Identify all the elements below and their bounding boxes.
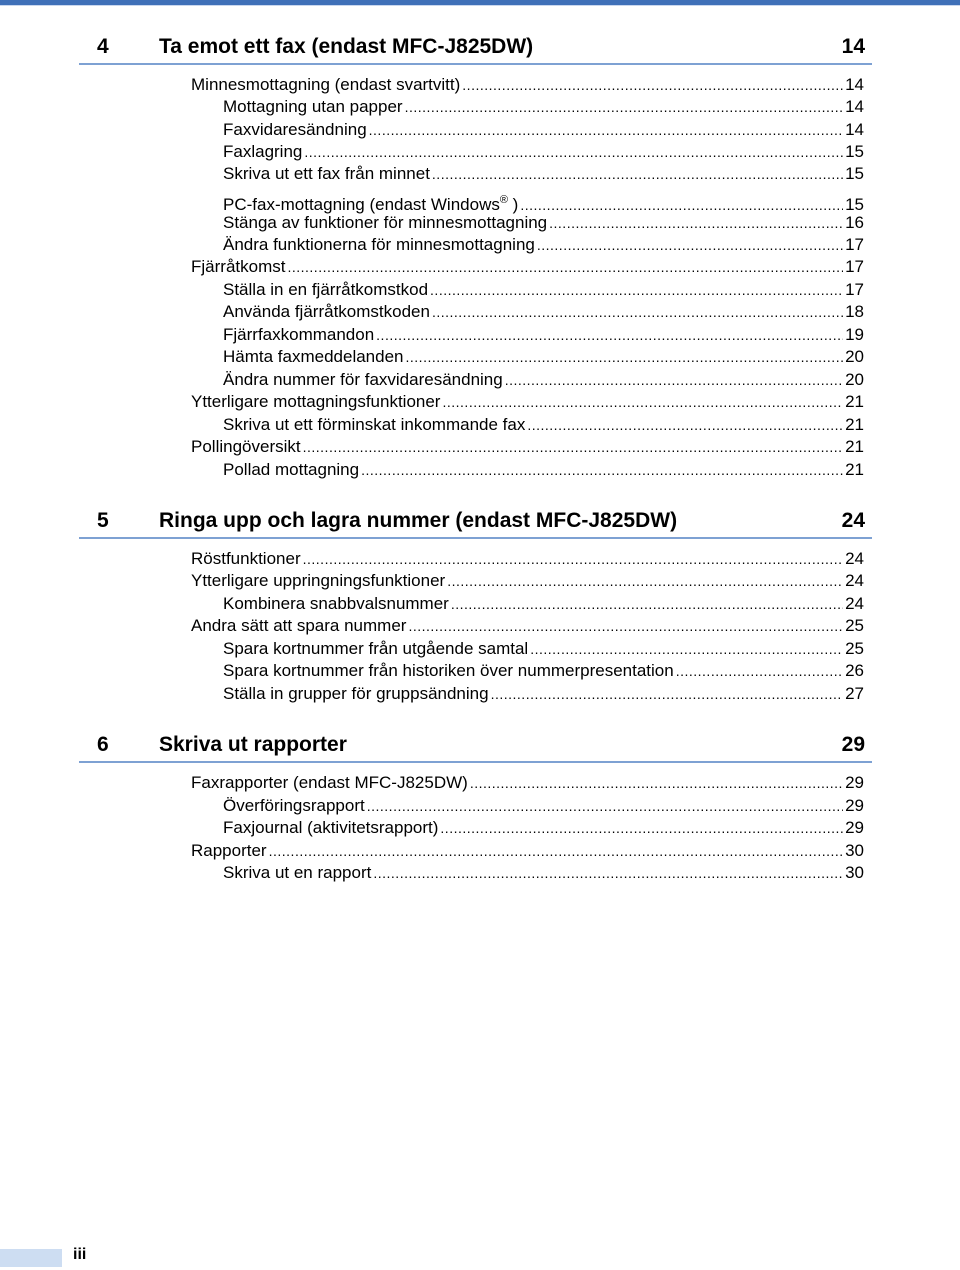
toc-entry[interactable] bbox=[223, 369, 864, 391]
dot-leader bbox=[442, 391, 843, 413]
toc-entry-title: Röstfunktioner bbox=[191, 549, 301, 568]
toc-entry-title: Spara kortnummer från utgående samtal bbox=[223, 639, 529, 658]
chapter-heading[interactable] bbox=[79, 731, 872, 763]
toc-entry[interactable] bbox=[223, 795, 864, 817]
dot-leader bbox=[369, 119, 843, 141]
toc-entry-page: 14 bbox=[845, 75, 864, 94]
toc-entry[interactable] bbox=[223, 301, 864, 323]
dot-leader bbox=[549, 212, 843, 234]
toc-entry-title-end: ) bbox=[507, 195, 519, 214]
chapter-heading[interactable] bbox=[79, 33, 872, 65]
toc-entry-title-main: PC-fax-mottagning (endast Windows bbox=[223, 195, 500, 214]
toc-entry[interactable] bbox=[191, 615, 864, 637]
dot-leader bbox=[361, 459, 843, 481]
chapter-title: Skriva ut rapporter bbox=[159, 733, 347, 756]
toc-entry-page: 24 bbox=[845, 571, 864, 590]
dot-leader bbox=[470, 772, 843, 794]
toc-entry-page: 29 bbox=[845, 796, 864, 815]
toc-entry-title: Ställa in en fjärråtkomstkod bbox=[223, 280, 429, 299]
toc-entry-title: Ytterligare uppringningsfunktioner bbox=[191, 571, 446, 590]
dot-leader bbox=[432, 301, 843, 323]
toc-entry-title: Pollingöversikt bbox=[191, 437, 301, 456]
toc-entry-title: Ytterligare mottagningsfunktioner bbox=[191, 392, 441, 411]
toc-entry-page: 24 bbox=[845, 549, 864, 568]
dot-leader bbox=[462, 74, 843, 96]
toc-entry[interactable] bbox=[191, 436, 864, 458]
toc-entry[interactable] bbox=[223, 683, 864, 705]
toc-entry[interactable] bbox=[223, 817, 864, 839]
toc-entry-title: Överföringsrapport bbox=[223, 796, 365, 815]
dot-leader bbox=[406, 346, 844, 368]
toc-entry-page: 29 bbox=[845, 773, 864, 792]
chapter-page: 29 bbox=[841, 733, 865, 756]
dot-leader bbox=[287, 256, 843, 278]
dot-leader bbox=[432, 163, 843, 185]
toc-entry[interactable] bbox=[223, 862, 864, 884]
toc-entry-title: Ändra funktionerna för minnesmottagning bbox=[223, 235, 535, 254]
toc-entry-page: 26 bbox=[845, 661, 864, 680]
toc-entry[interactable] bbox=[223, 163, 864, 185]
toc-entry-page: 30 bbox=[845, 841, 864, 860]
toc-entry-page: 19 bbox=[845, 325, 864, 344]
toc-entry[interactable] bbox=[223, 414, 864, 436]
toc-entry-title: Mottagning utan papper bbox=[223, 97, 403, 116]
dot-leader bbox=[530, 638, 843, 660]
toc-entry-page: 17 bbox=[845, 235, 864, 254]
toc-entry-page: 17 bbox=[845, 257, 864, 276]
chapter-heading[interactable] bbox=[79, 507, 872, 539]
toc-entry-title: Faxvidaresändning bbox=[223, 120, 367, 139]
toc-entry-page: 29 bbox=[845, 818, 864, 837]
dot-leader bbox=[304, 141, 843, 163]
dot-leader bbox=[676, 660, 843, 682]
toc-entry-page: 21 bbox=[845, 415, 864, 434]
toc-entry[interactable] bbox=[191, 74, 864, 96]
dot-leader bbox=[408, 615, 843, 637]
dot-leader bbox=[367, 795, 843, 817]
toc-entry-title: Använda fjärråtkomstkoden bbox=[223, 302, 430, 321]
chapter-number: 5 bbox=[97, 509, 109, 532]
toc-entry-title: Rapporter bbox=[191, 841, 267, 860]
toc-entry-title: Fjärråtkomst bbox=[191, 257, 286, 276]
dot-leader bbox=[447, 570, 843, 592]
dot-leader bbox=[376, 324, 843, 346]
toc-entry[interactable] bbox=[191, 570, 864, 592]
toc-entry[interactable] bbox=[191, 548, 864, 570]
toc-entry-title: Skriva ut ett fax från minnet bbox=[223, 164, 430, 183]
toc-entry-page: 15 bbox=[845, 142, 864, 161]
toc-entry-page: 27 bbox=[845, 684, 864, 703]
toc-entry-title: Ställa in grupper för gruppsändning bbox=[223, 684, 489, 703]
toc-entry[interactable] bbox=[223, 212, 864, 234]
toc-entry-title: Stänga av funktioner för minnesmottagning bbox=[223, 213, 548, 232]
toc-entry-page: 14 bbox=[845, 120, 864, 139]
toc-entry[interactable] bbox=[223, 638, 864, 660]
toc-entry-title: Skriva ut en rapport bbox=[223, 863, 372, 882]
toc-entry[interactable] bbox=[191, 772, 864, 794]
footer-tab-bar bbox=[0, 1249, 62, 1267]
toc-entry-page: 14 bbox=[845, 97, 864, 116]
toc-entry[interactable] bbox=[223, 119, 864, 141]
toc-entry-page: 25 bbox=[845, 639, 864, 658]
toc-entry[interactable] bbox=[191, 256, 864, 278]
toc-entry-title: Minnesmottagning (endast svartvitt) bbox=[191, 75, 461, 94]
toc-entry[interactable] bbox=[223, 660, 864, 682]
dot-leader bbox=[373, 862, 843, 884]
toc-entry-title: Faxrapporter (endast MFC-J825DW) bbox=[191, 773, 468, 792]
toc-entry[interactable] bbox=[223, 141, 864, 163]
dot-leader bbox=[537, 234, 843, 256]
toc-entry-title: Faxjournal (aktivitetsrapport) bbox=[223, 818, 439, 837]
toc-entry-page: 21 bbox=[845, 392, 864, 411]
toc-entry-page: 20 bbox=[845, 347, 864, 366]
toc-entry-title: Skriva ut ett förminskat inkommande fax bbox=[223, 415, 526, 434]
dot-leader bbox=[440, 817, 843, 839]
toc-entry[interactable] bbox=[223, 346, 864, 368]
toc-entry[interactable] bbox=[191, 391, 864, 413]
toc-entry[interactable] bbox=[223, 324, 864, 346]
toc-entry-page: 24 bbox=[845, 594, 864, 613]
dot-leader bbox=[505, 369, 843, 391]
chapter-title: Ringa upp och lagra nummer (endast MFC-J825DW) bbox=[159, 509, 678, 532]
toc-entry-page: 17 bbox=[845, 280, 864, 299]
toc-entry-page: 15 bbox=[845, 195, 864, 214]
registered-mark: ® bbox=[499, 194, 508, 206]
toc-entry-title: Ändra nummer för faxvidaresändning bbox=[223, 370, 503, 389]
dot-leader bbox=[303, 436, 843, 458]
toc-entry[interactable] bbox=[223, 593, 864, 615]
toc-entry-page: 15 bbox=[845, 164, 864, 183]
chapter-number: 6 bbox=[97, 733, 109, 756]
chapter-number: 4 bbox=[97, 35, 109, 58]
toc-entry-title: Fjärrfaxkommandon bbox=[223, 325, 375, 344]
toc-entry-title: Pollad mottagning bbox=[223, 460, 360, 479]
toc-entry-page: 30 bbox=[845, 863, 864, 882]
page-number: iii bbox=[73, 1246, 87, 1263]
toc-entry-title: Faxlagring bbox=[223, 142, 303, 161]
dot-leader bbox=[491, 683, 844, 705]
dot-leader bbox=[405, 96, 843, 118]
dot-leader bbox=[527, 414, 843, 436]
toc-entry-page: 25 bbox=[845, 616, 864, 635]
toc-entry-title: Kombinera snabbvalsnummer bbox=[223, 594, 449, 613]
toc-entry[interactable] bbox=[191, 840, 864, 862]
top-accent-rule-shadow bbox=[0, 5, 960, 6]
chapter-page: 14 bbox=[841, 35, 865, 58]
dot-leader bbox=[269, 840, 843, 862]
toc-entry-page: 21 bbox=[845, 437, 864, 456]
toc-entry-title: Hämta faxmeddelanden bbox=[223, 347, 404, 366]
toc-entry-title: Andra sätt att spara nummer bbox=[191, 616, 407, 635]
dot-leader bbox=[451, 593, 843, 615]
toc-entry-page: 20 bbox=[845, 370, 864, 389]
dot-leader bbox=[303, 548, 843, 570]
toc-entry-page: 18 bbox=[845, 302, 864, 321]
chapter-title: Ta emot ett fax (endast MFC-J825DW) bbox=[159, 35, 534, 58]
dot-leader bbox=[430, 279, 843, 301]
toc-entry[interactable] bbox=[223, 96, 864, 118]
chapter-page: 24 bbox=[841, 509, 865, 532]
toc-entry-page: 16 bbox=[845, 213, 864, 232]
toc-entry[interactable] bbox=[223, 234, 864, 256]
toc-entry[interactable] bbox=[223, 459, 864, 481]
toc-entry-title: Spara kortnummer från historiken över nummerpresentation bbox=[223, 661, 674, 680]
toc-entry-page: 21 bbox=[845, 460, 864, 479]
toc-entry[interactable] bbox=[223, 279, 864, 301]
toc-entry[interactable] bbox=[223, 189, 864, 214]
